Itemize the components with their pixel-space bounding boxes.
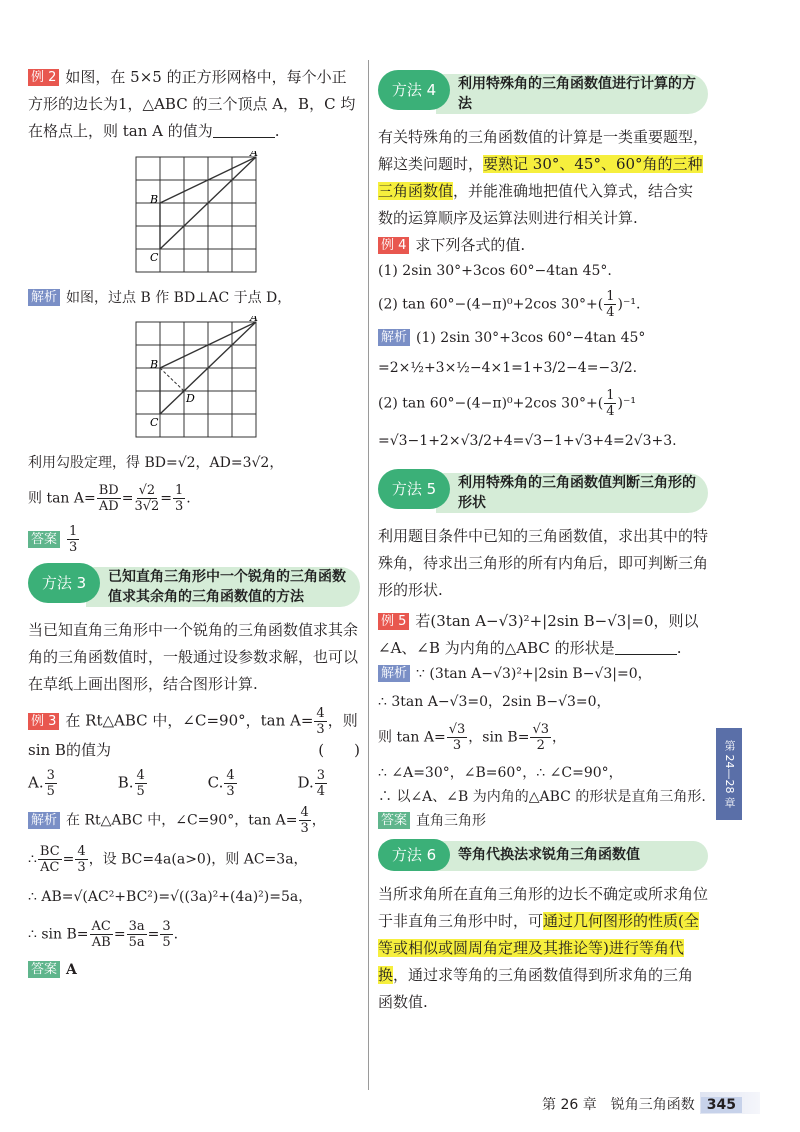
method-6-body: 当所求角所在直角三角形的边长不确定或所求角位于非直角三角形中时，可通过几何图形的性质(全等或相似或圆周角定理及其推论等)进行等角代换，通过求等角的三角函数值得到所求角的三角函数值. bbox=[378, 885, 709, 1011]
method-4-banner: 方法 4 利用特殊角的三角函数值进行计算的方法 bbox=[378, 68, 708, 116]
answer-2: 答案 $\frac{1}{3}$ bbox=[28, 524, 360, 555]
right-column: 方法 4 利用特殊角的三角函数值进行计算的方法 有关特殊角的三角函数值的计算是一类重要题型，解这类问题时，要熟记 30°、45°、60°角的三种三角函数值，并能准确地把值代入算式，结合实数的运算顺序及运算法则进行相关计算. 例 4 求下列各式的值. (1) 2sin 30°+3cos 60°−4tan 45°. (2) tan 60°−(4−π)⁰+2cos 30°+( $\frac{1}{4}$ )⁻¹. 解析 (1) 2sin 30°+3cos 60°−4tan 45° =2×½+3×½−4×1=1+3/2−4=−3/2. (2) tan 60°−(4−π)⁰+2cos 30°+( $\frac{1}{4}$ )⁻¹ =√3−1+2×√3/2+4=√3−1+√3+4=2√3+3. 方法 5 利用特殊角的三角函数值判断三角形的形状 利用题目条件中已知的三角函数值，求出其中的特殊角，待求出三角形的所有内角后，即可判断三角形的形状. 例 5 若(3tan A−√3)²+|2sin B−√3|=0，则以∠A、∠B 为内角的△ABC 的形状是 . 解析 ∵ (3tan A−√3)²+|2sin B−√3|=0， ∴ 3tan A−√3=0，2sin B−√3=0， 则 tan A= $\frac{√3}{3}$ ，sin B= $\frac{√3}{2}$ ， ∴ ∠A=30°，∠B=60°，∴ ∠C=90°， ∴ 以∠A、∠B 为内角的△ABC 的形状是直角三角形. 答案 直角三角形 方法 6 等角代换法求锐角三角函数值 当所求角所在直角三角形的边长不确定或所求角位于非直角三角形中时，可通过几何图形的性质(全等或相似或圆周角定理及其推论等)进行等角代换，通过求等角的三角函数值得到所求角的三角函数值. bbox=[378, 64, 708, 1016]
page-number: 345 bbox=[701, 1097, 742, 1113]
left-column: 例 2 如图，在 5×5 的正方形网格中，每个小正方形的边长为1，△ABC 的三个顶点 A，B，C 均在格点上，则 tan A 的值为 . A B C 解析 如图，过点 B 作 BD⊥AC 于点 D， A B C D 利用勾股定理，得 BD=√2，AD=3√2， 则 tan A= $\frac{BD}{AD}$ = $\frac{√2}{3√2}$ = $\frac{1}{3}$ . 答案 $\frac{1}{3}$ 方法 3 已知直角三角形中一个锐角的三角函数值求其余角的三角函数值的方法 当已知直角三角形中一个锐角的三角函数值求其余角的三角函数值时，一般通过设参数求解，也可以在草纸上画出图形，结合图形计算. 例 3 在 Rt△ABC 中，∠C=90°，tan A= $\frac{4}{3}$ ，则 sin B的值为 ( ) A. $\frac{3}{5}$ B. $\frac{4}{5}$ C. $\frac{4}{3}$ D. $\frac{3}{4}$ 解析 在 Rt△ABC 中，∠C=90°，tan A= $\frac{4}{3}$ ， ∴ $\frac{BC}{AC}$ = $\frac{4}{3}$ ，设 BC=4a(a>0)，则 AC=3a， ∴ AB=√(AC²+BC²)=√((3a)²+(4a)²)=5a， ∴ sin B= $\frac{AC}{AB}$ = $\frac{3a}{5a}$ = $\frac{3}{5}$ . 答案 A bbox=[28, 64, 360, 982]
solution-2: 解析 如图，过点 B 作 BD⊥AC 于点 D， bbox=[28, 286, 360, 310]
chapter-side-tab: 第 24—28 章 bbox=[716, 728, 742, 820]
example-3-options bbox=[28, 768, 328, 799]
example-2: 例 2 如图，在 5×5 的正方形网格中，每个小正方形的边长为1，△ABC 的三个顶点 A，B，C 均在格点上，则 tan A 的值为 . bbox=[28, 68, 356, 140]
grid-figure-2 bbox=[132, 316, 360, 445]
example-3: 例 3 在 Rt△ABC 中，∠C=90°，tan A= $\frac{4}{3}$ ，则 bbox=[28, 706, 360, 737]
answer-3: 答案 A bbox=[28, 958, 360, 982]
method-3-body: 当已知直角三角形中一个锐角的三角函数值求其余角的三角函数值时，一般通过设参数求解，也可以在草纸上画出图形，结合图形计算. bbox=[28, 621, 359, 693]
option-b: B. $\frac{4}{5}$ bbox=[117, 768, 145, 799]
method-4-body: 有关特殊角的三角函数值的计算是一类重要题型，解这类问题时，要熟记 30°、45°、60°角的三种三角函数值，并能准确地把值代入算式，结合实数的运算顺序及运算法则进行相关计算. bbox=[378, 128, 709, 227]
label-c: C bbox=[150, 251, 159, 264]
solution-2-line2: 利用勾股定理，得 BD=√2，AD=3√2， bbox=[28, 455, 284, 471]
example-2-tag: 例 2 bbox=[28, 69, 59, 86]
example-4: 例 4 求下列各式的值. bbox=[378, 232, 708, 259]
option-a: A. $\frac{3}{5}$ bbox=[28, 768, 55, 799]
solution-4: 解析 (1) 2sin 30°+3cos 60°−4tan 45° bbox=[378, 326, 708, 350]
svg-text:A: A bbox=[250, 316, 258, 324]
method-3-banner: 方法 3 已知直角三角形中一个锐角的三角函数值求其余角的三角函数值的方法 bbox=[28, 561, 360, 609]
svg-text:C: C bbox=[150, 416, 159, 429]
option-d: D. $\frac{3}{4}$ bbox=[297, 768, 325, 799]
label-b: B bbox=[150, 193, 159, 206]
method-5-body: 利用题目条件中已知的三角函数值，求出其中的特殊角，待求出三角形的所有内角后，即可判断三角形的形状. bbox=[378, 527, 709, 599]
answer-5: 答案 直角三角形 bbox=[378, 809, 708, 833]
solution-2-line3: 则 tan A= $\frac{BD}{AD}$ = $\frac{√2}{3√2}$ = $\frac{1}{3}$ . bbox=[28, 483, 191, 514]
method-5-banner: 方法 5 利用特殊角的三角函数值判断三角形的形状 bbox=[378, 467, 708, 515]
label-d: D bbox=[186, 392, 195, 405]
example-5: 例 5 若(3tan A−√3)²+|2sin B−√3|=0，则以∠A、∠B 为内角的△ABC 的形状是 . bbox=[378, 612, 699, 657]
solution-3: 解析 在 Rt△ABC 中，∠C=90°，tan A= $\frac{4}{3}$ ， bbox=[28, 805, 360, 836]
column-divider bbox=[368, 60, 369, 1090]
svg-text:B: B bbox=[150, 358, 159, 371]
answer-blank bbox=[213, 123, 275, 138]
footer-chapter: 第 26 章 锐角三角函数 bbox=[542, 1097, 695, 1113]
solution-5: 解析 ∵ (3tan A−√3)²+|2sin B−√3|=0， bbox=[378, 662, 708, 686]
grid-figure-1 bbox=[132, 151, 360, 280]
label-a: A bbox=[250, 151, 258, 159]
option-c: C. $\frac{4}{3}$ bbox=[207, 768, 235, 799]
method-6-banner: 方法 6 等角代换法求锐角三角函数值 bbox=[378, 839, 708, 873]
footer bbox=[542, 1094, 742, 1114]
